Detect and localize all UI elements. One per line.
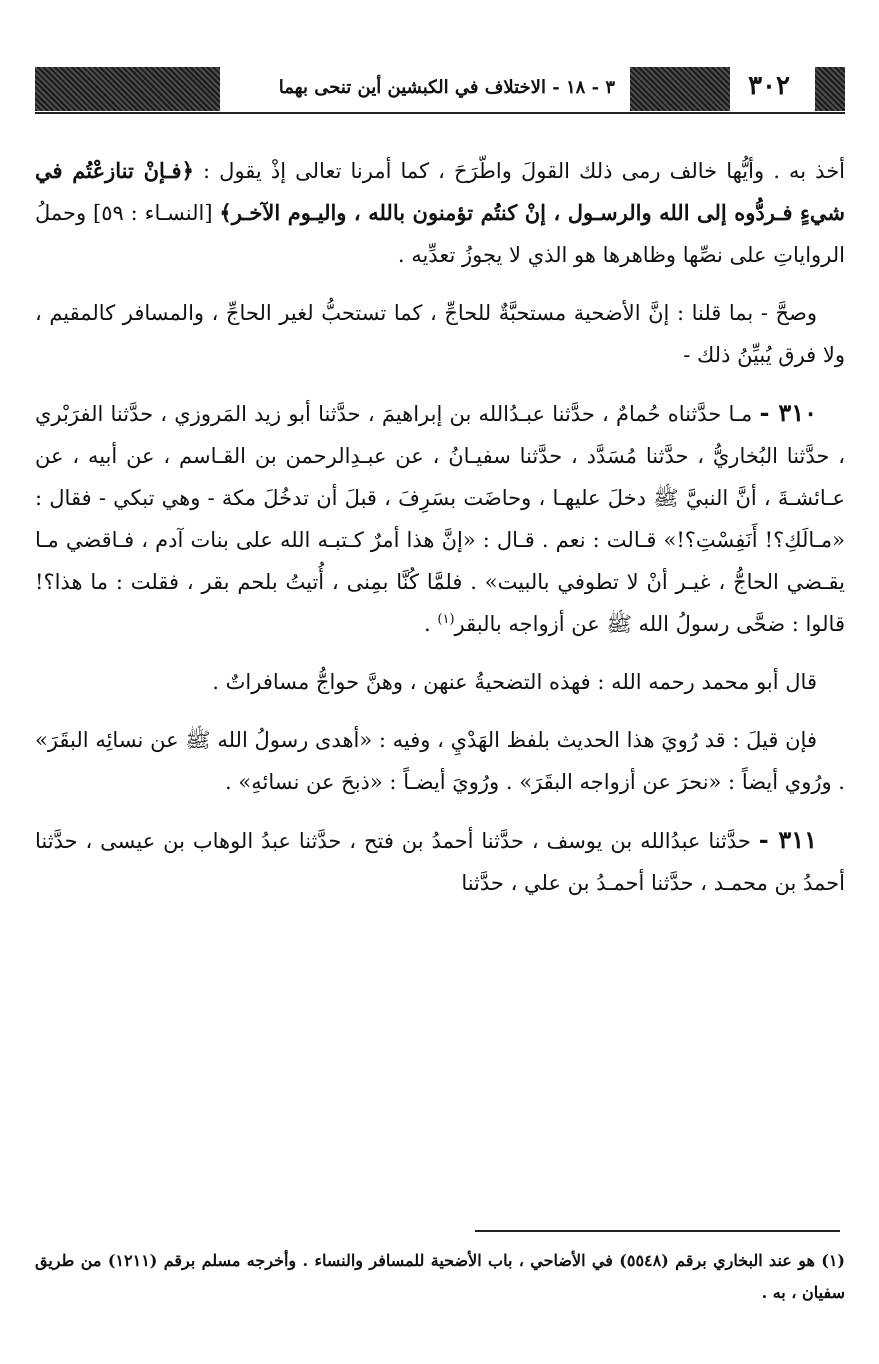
hadith-text: حدَّثنا عبدُالله بن يوسف ، حدَّثنا أحمدُ بن فتح ، حدَّثنا عبدُ الوهاب بن عيسى ، حدَّثنا أحمدُ بن محمـد ، حدَّثنا أحمـدُ بن علي ، حدَّثنا	[35, 829, 845, 895]
hadith-number: ٣١٠ -	[759, 398, 817, 427]
footnote: (١) هو عند البخاري برقم (٥٥٤٨) في الأضاحي ، باب الأضحية للمسافر والنساء . وأخرجه مسلم برقم (١٢١١) من طريق سفيان ، به .	[35, 1251, 845, 1302]
footnote-rule	[475, 1230, 840, 1232]
header-ornament-left	[35, 67, 220, 111]
page-number: ٣٠٢	[748, 71, 790, 101]
paragraph: فإن قيلَ : قد رُويَ هذا الحديث بلفظ الهَدْيِ ، وفيه : «أهدى رسولُ الله ﷺ عن نسائِه البقَرَ» . ورُوي أيضاً : «نحرَ عن أزواجه البقَرَ» . ورُويَ أيضـاً : «ذبحَ عن نسائهِ» .	[35, 728, 845, 794]
text-span: .	[424, 612, 438, 636]
paragraph: قال أبو محمد رحمه الله : فهذه التضحيةُ عنهن ، وهنَّ حواجُّ مسافراتٌ .	[212, 670, 817, 694]
book-page	[30, 55, 850, 1345]
header-ornament-middle	[630, 67, 730, 111]
hadith-number: ٣١١ -	[758, 825, 817, 854]
footnotes	[35, 1245, 845, 1309]
footnote-marker: (١)	[437, 612, 455, 627]
running-header	[30, 65, 850, 115]
paragraph	[35, 150, 845, 276]
text-span: أخذ به . وأيُّها خالف رمى ذلك القولَ واطّرَحَ ، كما أمرنا تعالى إذْ يقول :	[193, 159, 846, 183]
hadith-310	[35, 392, 845, 645]
hadith-text: مـا حدَّثناه حُمامٌ ، حدَّثنا عبـدُالله بن إبراهيمَ ، حدَّثنا أبو زيد المَروزي ، حدَّثنا الفرَبْري ، حدَّثنا البُخاريُّ ، حدَّثنا مُسَدَّد ، حدَّثنا سفيـانُ ، عن عبـدِالرحمن بن القـاسم ، عن أبيه ، عن عـائشـةَ ، أنَّ النبيَّ ﷺ دخلَ عليهـا ، وحاضَت بسَرِفَ ، قبلَ أن تدخُلَ مكة - وهي تبكي - فقال : «مـالَكِ؟! أَنَفِسْتِ؟!» قـالت : نعم . قـال : «إنَّ هذا أمرٌ كـتبـه الله على بنات آدم ، فـاقضي مـا يقـضي الحاجُّ ، غيـر أنْ لا تطوفي بالبيت» . فلمَّا كُنَّا بمِنى ، أُتيتُ بلحم بقر ، فقلت : ما هذا؟! قالوا : ضحَّى رسولُ الله ﷺ عن أزواجه بالبقر	[35, 402, 845, 636]
header-rule	[35, 112, 845, 114]
main-text	[35, 150, 845, 920]
paragraph: وصحَّ - بما قلنا : إنَّ الأضحية مستحبَّةٌ للحاجِّ ، كما تستحبُّ لغير الحاجِّ ، والمسافر كالمقيم ، ولا فرق يُبيِّنُ ذلك -	[35, 301, 845, 367]
header-ornament-right	[815, 67, 845, 111]
text-span: [النسـاء : ٥٩] وحملُ الرواياتِ على نصِّها وظاهرها هو الذي لا يجوزُ تعدِّيه .	[35, 201, 845, 267]
chapter-title: ٣ - ١٨ - الاختلاف في الكبشين أين تنحى بهما	[278, 77, 615, 98]
hadith-311	[35, 819, 845, 904]
quran-verse: ﴿فـإنْ تنازعْتُم في شيءٍ فـردُّوه إلى الله والرسـول ، إنْ كنتُم تؤمنون بالله ، واليـوم الآخـر﴾	[35, 158, 846, 225]
